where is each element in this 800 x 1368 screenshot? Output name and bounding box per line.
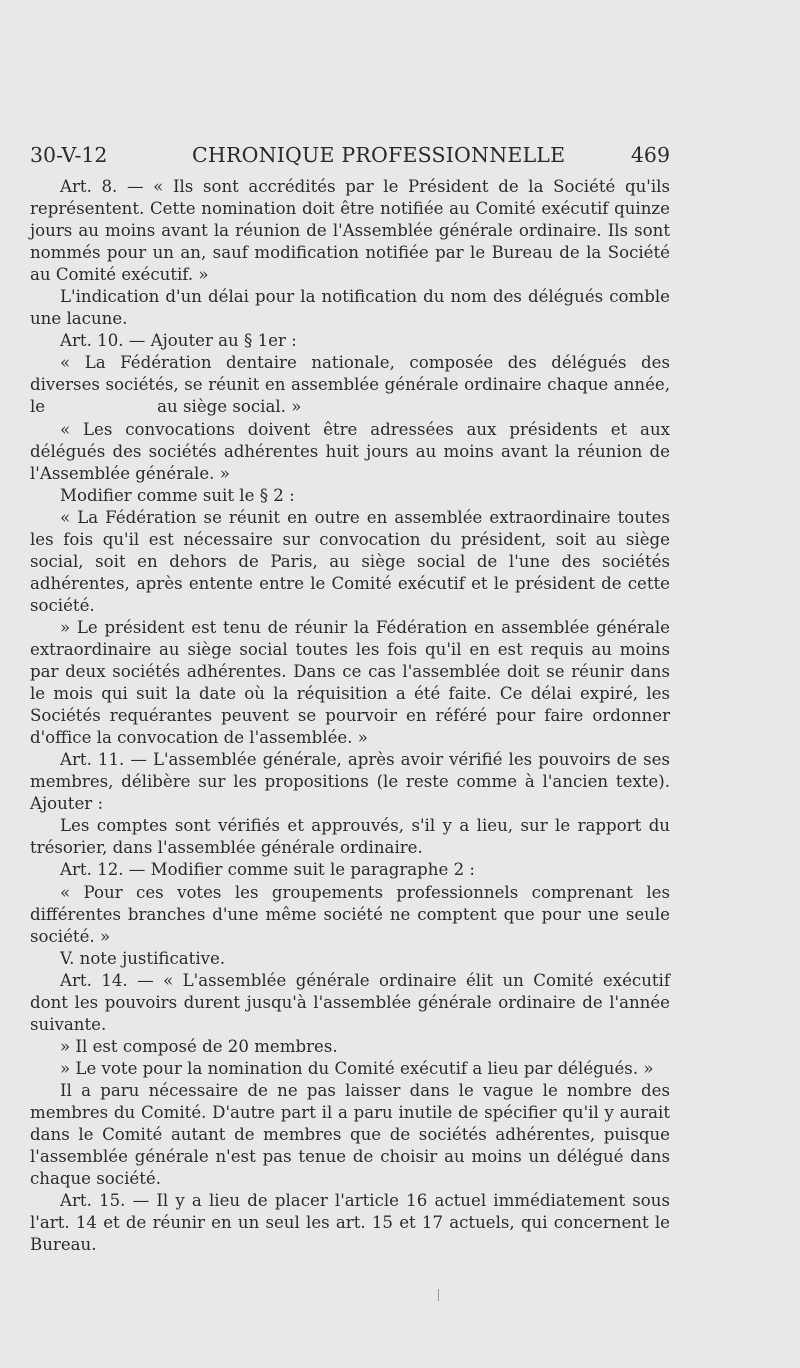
paragraph: » Il est composé de 20 membres. [60, 1036, 338, 1056]
paragraph: Il a paru nécessaire de ne pas laisser dans le vague le nombre des membres du Comité. D'autre part il a paru inutile de spécifier qu'il y aurait dans le Comité autant de membres que de sociétés adhérentes, puisque l'assemblée générale n'est pas tenue de choisir au moins un délégué dans chaque société. [30, 1080, 670, 1189]
header-date: 30-V-12 [30, 143, 108, 167]
paragraph: Art. 11. — L'assemblée générale, après avoir vérifié les pouvoirs de ses membres, délibère sur les propositions (le reste comme à l'ancien texte). Ajouter : [30, 750, 670, 814]
paragraph-text: au siège social. » [157, 397, 302, 417]
paragraph: Art. 10. — Ajouter au § 1er : [60, 331, 297, 351]
paragraph: » Le président est tenu de réunir la Fédération en assemblée générale extraordinaire au siège social toutes les fois qu'il en est requis au moins par deux sociétés adhérentes. Dans ce cas l'assemblée doit se réunir dans le mois qui suit la date où la réquisition a été faite. Ce délai expiré, les Sociétés requérantes peuvent se pourvoir en référé pour faire ordonner d'office la convocation de l'assemblée. » [30, 617, 670, 748]
paragraph: Les comptes sont vérifiés et approuvés, s'il y a lieu, sur le rapport du trésorier, dans l'assemblée générale ordinaire. [30, 816, 670, 858]
paragraph: Modifier comme suit le § 2 : [60, 485, 295, 505]
page-number: 469 [630, 143, 670, 167]
body-text [30, 176, 670, 1256]
running-header [30, 140, 670, 170]
paragraph: « Pour ces votes les groupements professionnels comprenant les différentes branches d'une même société ne comptent que pour une seule société. » [30, 882, 670, 946]
paragraph: « La Fédération se réunit en outre en assemblée extraordinaire toutes les fois qu'il est nécessaire sur convocation du président, soit au siège social, soit en dehors de Paris, au siège social de l'une des sociétés adhérentes, après entente entre le Comité exécutif et le président de cette société. [30, 507, 670, 615]
paragraph [30, 352, 670, 418]
paragraph: Art. 15. — Il y a lieu de placer l'article 16 actuel immédiatement sous l'art. 14 et de réunir en un seul les art. 15 et 17 actuels, qui concernent le Bureau. [30, 1191, 670, 1255]
paragraph: » Le vote pour la nomination du Comité exécutif a lieu par délégués. » [60, 1058, 654, 1078]
paragraph: « Les convocations doivent être adressées aux présidents et aux délégués des sociétés adhérentes huit jours au moins avant la réunion de l'Assemblée générale. » [30, 419, 670, 483]
header-title: CHRONIQUE PROFESSIONNELLE [192, 143, 566, 167]
paragraph: V. note justificative. [60, 948, 226, 968]
paragraph: Art. 14. — « L'assemblée générale ordinaire élit un Comité exécutif dont les pouvoirs durent jusqu'à l'assemblée générale ordinaire de l'année suivante. [30, 970, 670, 1034]
paragraph-text: « La Fédération dentaire nationale, composée des délégués des diverses sociétés, se réunit en assemblée générale ordinaire chaque année, le [30, 353, 670, 417]
paragraph: Art. 8. — « Ils sont accrédités par le Président de la Société qu'ils représentent. Cette nomination doit être notifiée au Comité exécutif quinze jours au moins avant la réunion de l'Assemblée générale ordinaire. Ils sont nommés pour un an, sauf modification notifiée par le Bureau de la Société au Comité exécutif. » [30, 177, 670, 285]
paragraph: Art. 12. — Modifier comme suit le paragraphe 2 : [60, 860, 475, 880]
scan-mark [438, 1289, 439, 1301]
paragraph: L'indication d'un délai pour la notification du nom des délégués comble une lacune. [30, 287, 670, 329]
